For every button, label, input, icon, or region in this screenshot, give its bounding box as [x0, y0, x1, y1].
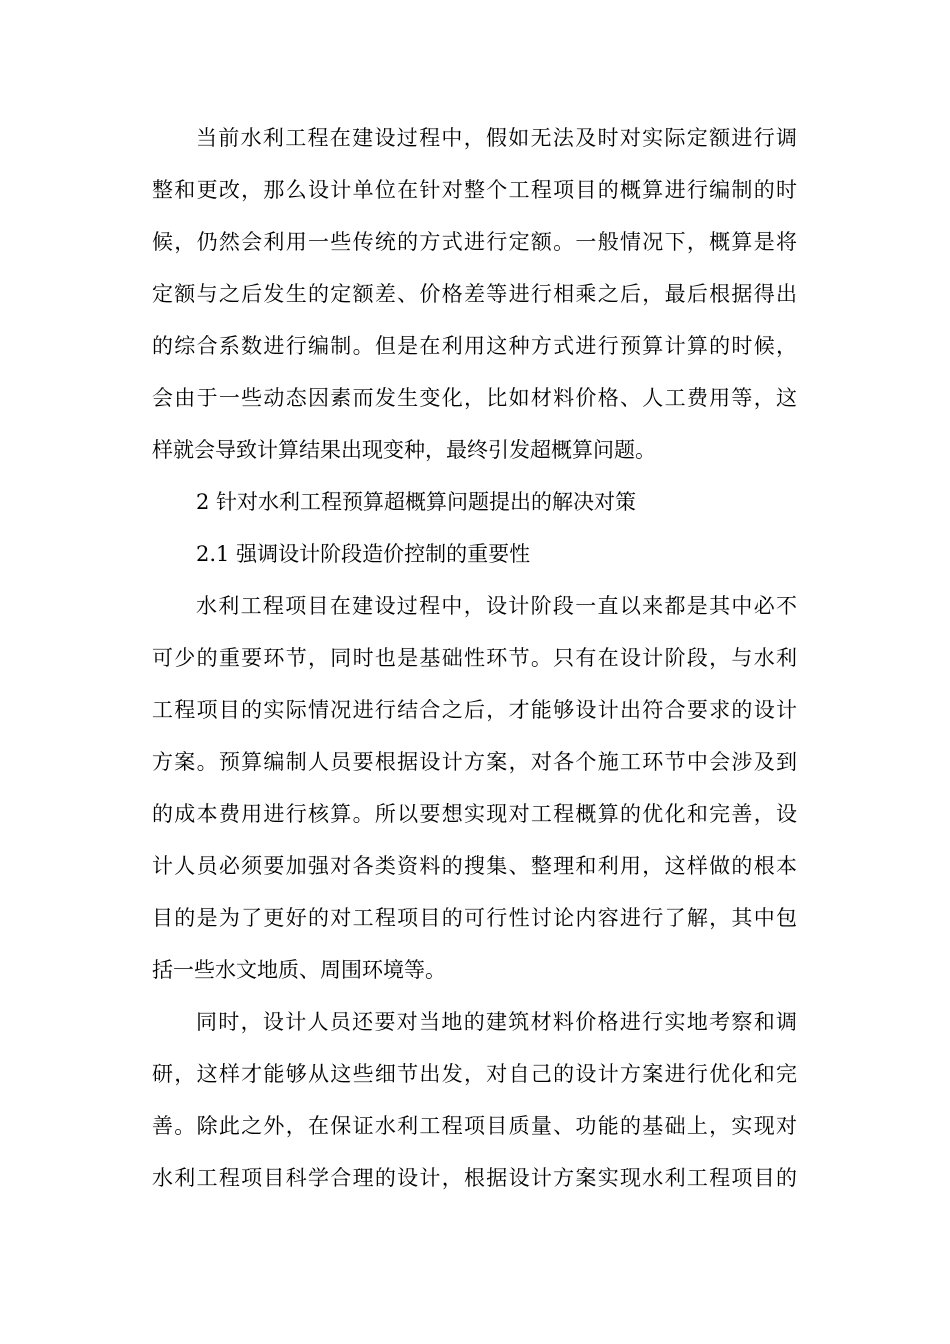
paragraph-2-line: 方案。预算编制人员要根据设计方案，对各个施工环节中会涉及到	[152, 750, 797, 774]
paragraph-3-line: 水利工程项目科学合理的设计，根据设计方案实现水利工程项目的	[152, 1166, 797, 1190]
paragraph-3-line: 研，这样才能够从这些细节出发，对自己的设计方案进行优化和完	[152, 1062, 797, 1086]
paragraph-1-line: 整和更改，那么设计单位在针对整个工程项目的概算进行编制的时	[152, 178, 797, 202]
paragraph-2-line: 括一些水文地质、周围环境等。	[152, 958, 446, 982]
paragraph-2-line: 工程项目的实际情况进行结合之后，才能够设计出符合要求的设计	[152, 698, 797, 722]
paragraph-2-line: 目的是为了更好的对工程项目的可行性讨论内容进行了解，其中包	[152, 906, 797, 930]
paragraph-1-line: 候，仍然会利用一些传统的方式进行定额。一般情况下，概算是将	[152, 230, 797, 254]
paragraph-2-line: 水利工程项目在建设过程中，设计阶段一直以来都是其中必不	[196, 594, 797, 618]
paragraph-3-line: 同时，设计人员还要对当地的建筑材料价格进行实地考察和调	[196, 1010, 797, 1034]
paragraph-1-line: 的综合系数进行编制。但是在利用这种方式进行预算计算的时候，	[152, 334, 797, 358]
paragraph-3-line: 善。除此之外，在保证水利工程项目质量、功能的基础上，实现对	[152, 1114, 797, 1138]
paragraph-2-line: 计人员必须要加强对各类资料的搜集、整理和利用，这样做的根本	[152, 854, 797, 878]
paragraph-1-line: 会由于一些动态因素而发生变化，比如材料价格、人工费用等，这	[152, 386, 797, 410]
subsection-heading: 2.1 强调设计阶段造价控制的重要性	[196, 542, 531, 566]
paragraph-1-line: 定额与之后发生的定额差、价格差等进行相乘之后，最后根据得出	[152, 282, 797, 306]
paragraph-1-line: 样就会导致计算结果出现变种，最终引发超概算问题。	[152, 438, 656, 462]
paragraph-2-line: 的成本费用进行核算。所以要想实现对工程概算的优化和完善，设	[152, 802, 797, 826]
paragraph-1-line: 当前水利工程在建设过程中，假如无法及时对实际定额进行调	[196, 126, 797, 150]
paragraph-2-line: 可少的重要环节，同时也是基础性环节。只有在设计阶段，与水利	[152, 646, 797, 670]
section-heading: 2 针对水利工程预算超概算问题提出的解决对策	[196, 490, 637, 514]
